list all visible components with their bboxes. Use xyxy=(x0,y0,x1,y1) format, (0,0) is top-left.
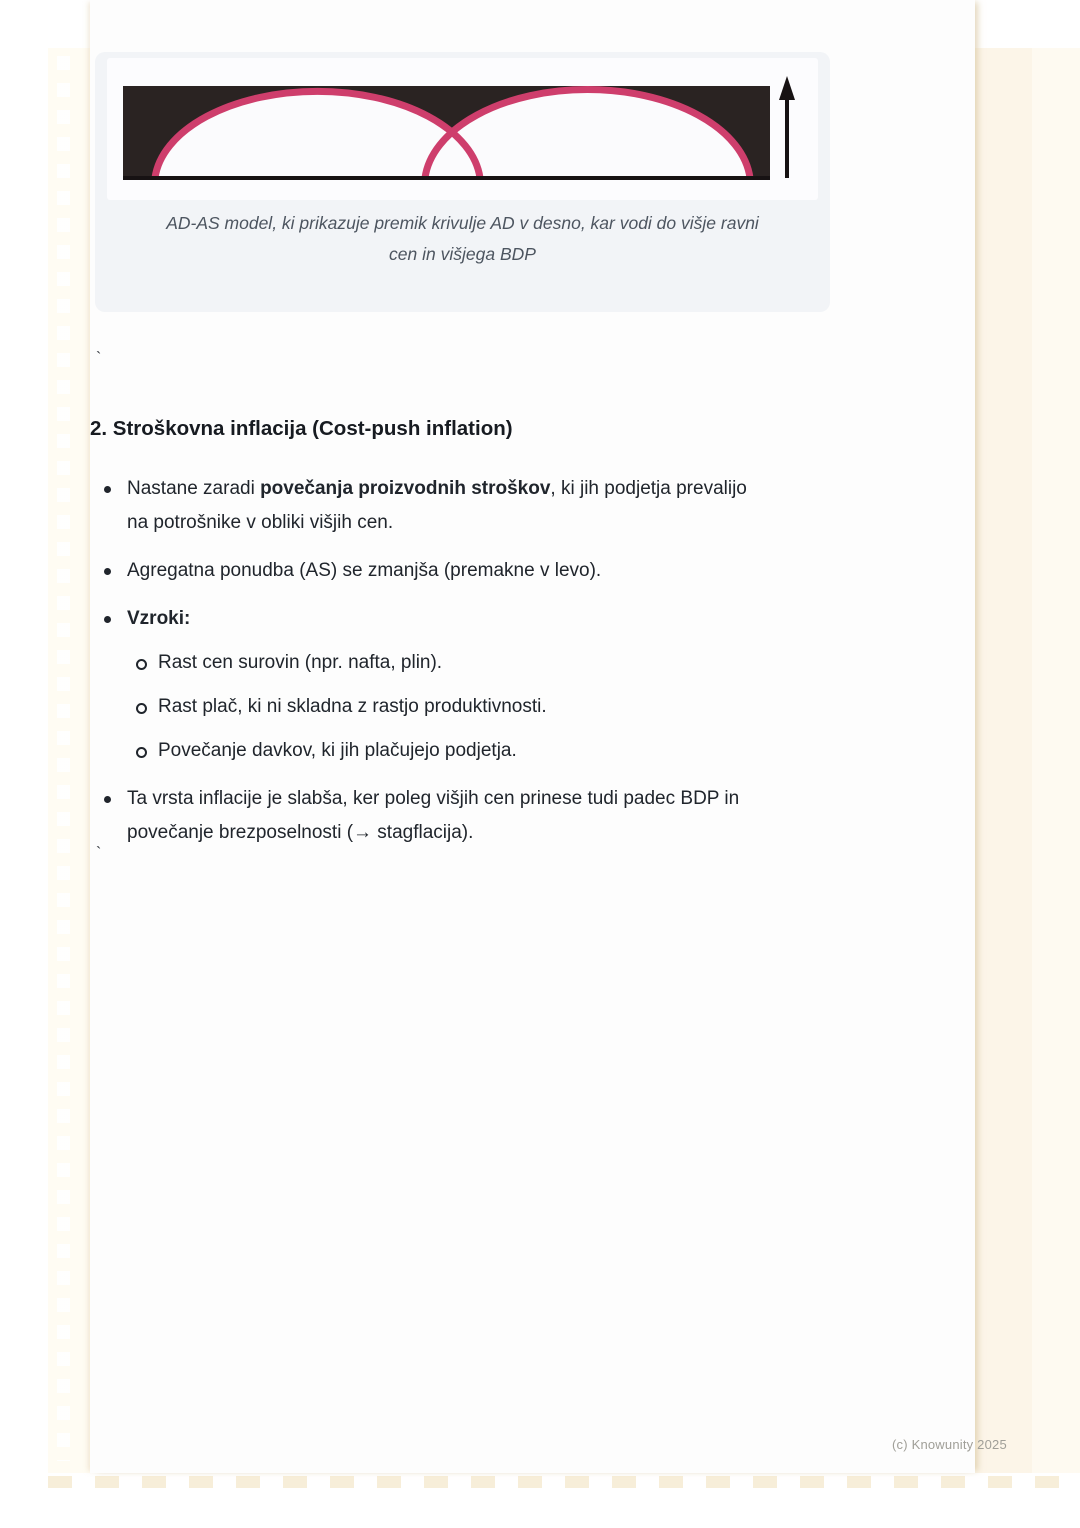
bullet1-prefix: Nastane zaradi xyxy=(127,478,261,499)
perforation-dashes-bottom xyxy=(48,1476,1080,1488)
sub-list-item xyxy=(127,646,830,680)
list-item xyxy=(90,782,830,850)
sub-bullet-list xyxy=(127,646,830,768)
ad-as-chart-svg xyxy=(107,58,818,200)
bullet3-label: Vzroki: xyxy=(127,608,191,629)
list-item xyxy=(90,602,830,768)
perforation-dashes-left xyxy=(57,56,70,1461)
bullet4-line1: Ta vrsta inflacije je slabša, ker poleg višjih cen prinese tudi padec BDP in xyxy=(127,788,740,809)
bullet1-suffix: , ki jih podjetja prevalijo xyxy=(550,478,747,499)
figure-caption xyxy=(95,208,830,270)
figure-caption-line2: cen in višjega BDP xyxy=(389,244,536,264)
figure-caption-line1: AD-AS model, ki prikazuje premik krivulje AD v desno, kar vodi do višje ravni xyxy=(166,213,759,233)
section-heading: 2. Stroškovna inflacija (Cost-push inflation) xyxy=(90,417,513,440)
sub-bullet3-text: Povečanje davkov, ki jih plačujejo podjetja. xyxy=(158,740,517,761)
list-item xyxy=(90,472,830,540)
ad-as-chart-image xyxy=(107,58,818,200)
document-sheet xyxy=(90,0,975,1473)
sub-bullet2-text: Rast plač, ki ni skladna z rastjo produktivnosti. xyxy=(158,696,547,717)
figure-card xyxy=(95,52,830,312)
stray-tick-top: ` xyxy=(96,350,102,367)
sub-list-item xyxy=(127,690,830,724)
bullet2-text: Agregatna ponudba (AS) se zmanjša (premakne v levo). xyxy=(127,560,602,581)
bullet1-line2: na potrošnike v obliki višjih cen. xyxy=(127,512,394,533)
sub-bullet1-text: Rast cen surovin (npr. nafta, plin). xyxy=(158,652,443,673)
bullet-list xyxy=(90,472,830,864)
footer-credit: (c) Knowunity 2025 xyxy=(892,1437,1007,1452)
sub-list-item xyxy=(127,734,830,768)
stray-tick-bottom: ` xyxy=(96,845,102,862)
up-arrow-icon xyxy=(779,76,795,178)
bullet1-bold: povečanja proizvodnih stroškov xyxy=(260,478,551,499)
bullet4-line2: povečanje brezposelnosti (→ stagflacija). xyxy=(127,822,474,843)
x-axis-line xyxy=(123,176,770,180)
list-item xyxy=(90,554,830,588)
cream-right-strip xyxy=(1032,48,1080,1473)
